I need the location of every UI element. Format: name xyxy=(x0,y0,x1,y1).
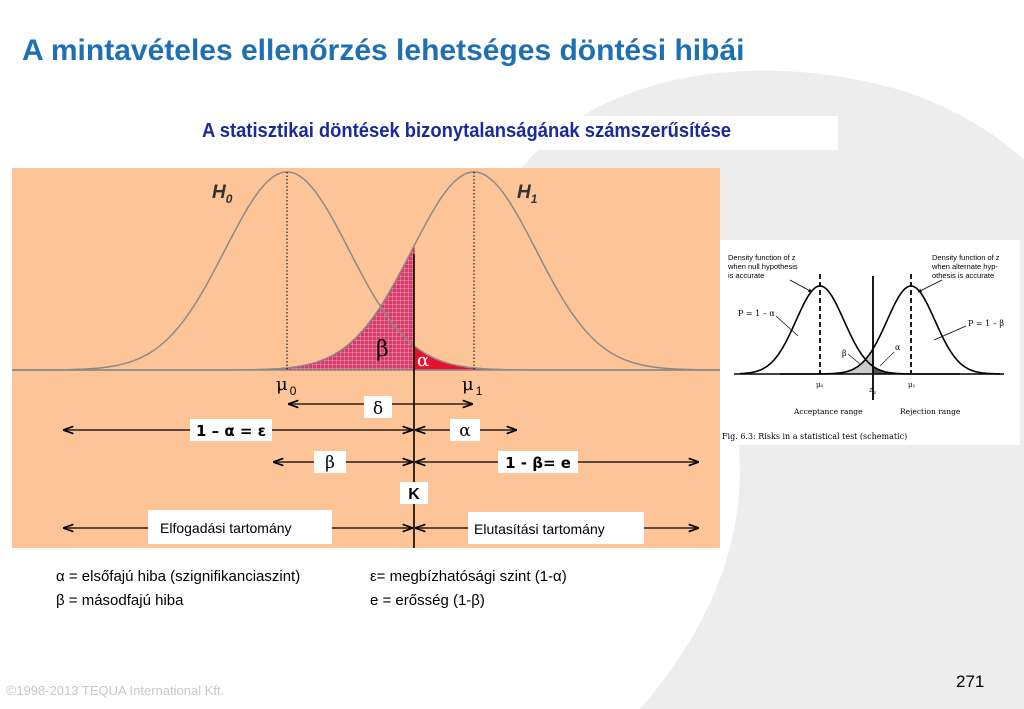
alpha-definition: α = elsőfajú hiba (szignifikanciaszint) xyxy=(56,568,301,585)
copyright-symbol: © xyxy=(6,682,17,698)
beta-definition: β = másodfajú hiba xyxy=(56,592,184,609)
ref-mu0-label: μ₀ xyxy=(816,381,824,389)
delta-label: δ xyxy=(372,399,384,419)
copyright-notice xyxy=(6,682,224,698)
page-title: A mintavételes ellenőrzés lehetséges döntési hibái xyxy=(22,34,745,67)
hypothesis-test-diagram xyxy=(12,168,720,548)
alpha-arrow-label: α xyxy=(459,421,471,441)
mu0-label: μ $_0$ xyxy=(276,374,297,398)
ref-null-caption: Density function of z when null hypothesis is accurate xyxy=(728,253,798,280)
ref-caption: Fig. 6.3: Risks in a statistical test (schematic) xyxy=(722,432,908,441)
ref-beta-label: β xyxy=(842,349,847,358)
beta-area-label: β xyxy=(376,337,389,362)
page-subtitle: A statisztikai döntések bizonytalanságának számszerűsítése xyxy=(202,120,732,142)
ref-alpha-label: α xyxy=(895,343,901,352)
ref-rejection-label: Rejection range xyxy=(900,407,961,416)
ref-p-right: P = 1 – β xyxy=(968,319,1004,328)
e-definition: e = erősség (1-β) xyxy=(370,592,485,609)
page-number: 271 xyxy=(956,672,985,691)
power-label: 1 - β= e xyxy=(505,454,571,472)
ref-alt-caption: Density function of z when alternate hyp- othesis is accurate xyxy=(932,253,1000,280)
epsilon-definition: ε= megbízhatósági szint (1-α) xyxy=(370,568,567,585)
beta-arrow-label: β xyxy=(325,453,335,473)
mu1-label: μ $_1$ xyxy=(462,374,483,398)
copyright-text: 1998-2013 TEQUA International Kft. xyxy=(16,683,225,698)
h0-label: $H_0$ xyxy=(212,182,233,206)
reference-figure xyxy=(720,240,1020,445)
ref-acceptance-label: Acceptance range xyxy=(794,407,863,416)
alpha-area-label: α xyxy=(417,350,430,371)
confidence-label: 1 – α = ε xyxy=(195,422,267,440)
h1-label: $H_1$ xyxy=(517,182,538,206)
ref-mu1-label: μ₁ xyxy=(908,381,916,389)
acceptance-label: Elfogadási tartomány xyxy=(160,520,292,536)
ref-p-left: P = 1 – α xyxy=(738,309,775,318)
ref-z-alpha-label: $z_\alpha$ xyxy=(869,386,877,396)
critical-label: K xyxy=(408,486,420,503)
rejection-label: Elutasítási tartomány xyxy=(474,521,605,537)
